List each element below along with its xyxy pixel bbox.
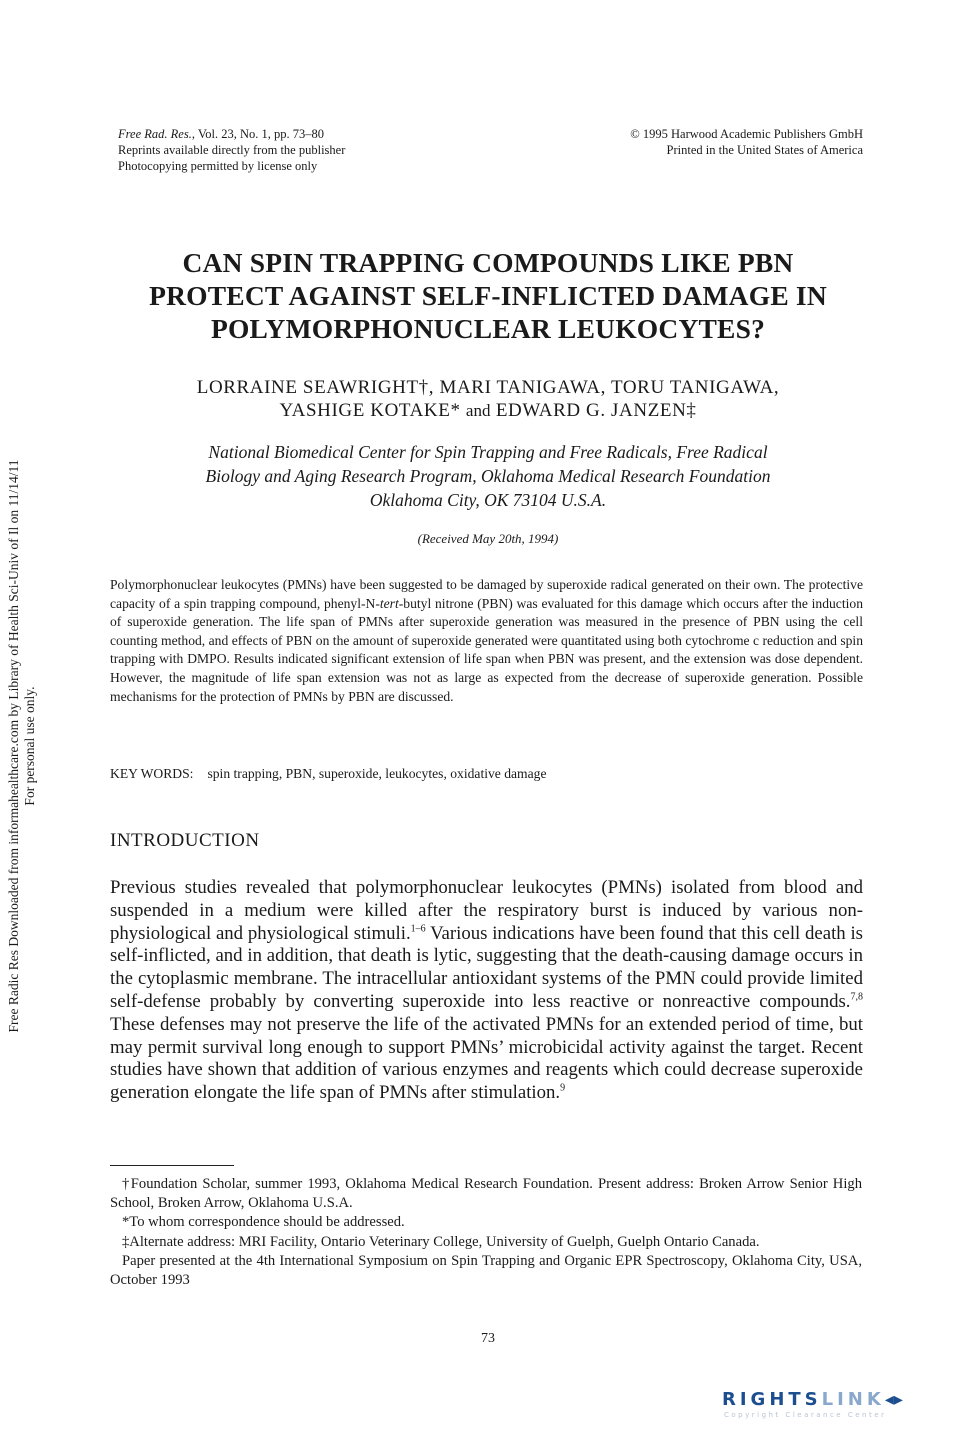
title-line: POLYMORPHONUCLEAR LEUKOCYTES? (210, 313, 766, 344)
author-line: YASHIGE KOTAKE* and EDWARD G. JANZEN‡ (279, 400, 697, 421)
rightslink-logo[interactable] (722, 1389, 962, 1429)
footnote: Paper presented at the 4th International Symposium on Spin Trapping and Organic EPR Spectroscopy, Oklahoma City, USA, October 1993 (110, 1252, 862, 1289)
photocopying-note: Photocopying permitted by license only (118, 159, 318, 173)
footnote: *To whom correspondence should be addressed. (122, 1214, 405, 1231)
citation-ref: 7,8 (850, 991, 863, 1003)
affiliation-line: Biology and Aging Research Program, Oklahoma Medical Research Foundation (205, 466, 771, 486)
rightslink-arrow-icon: ◂▸ (884, 1389, 903, 1410)
title-line: CAN SPIN TRAPPING COMPOUNDS LIKE PBN (182, 247, 794, 278)
watermark-line: For personal use only. (22, 686, 37, 806)
introduction-paragraph: Previous studies revealed that polymorphonuclear leukocytes (PMNs) isolated from blood and suspended in a medium were killed after the respiratory burst is induced by various non-physiological and physiological stimuli.$^{1-6}$ Various indications have been found that this cell death is self-inflicted, and in addition, that death is lytic, suggesting that the death-causing damage occurs in the cytoplasmic membrane. The intracellular antioxidant systems of the PMN could provide limited self-defense probably by converting superoxide into less reactive or nonreactive compounds.$^{7,8}$ These defenses may not preserve the life of the activated PMNs for an extended period of time, but may permit survival long enough to support PMNs’ microbicidal activity against the target. Recent studies have shown that addition of various enzymes and reagents which could decrease superoxide generation elongate the life span of PMNs after stimulation.$^9$ (110, 877, 863, 1104)
paper-title (100, 246, 876, 345)
keywords (110, 766, 863, 782)
rightslink-wordmark: RIGHTSLINK◂▸ (722, 1389, 903, 1410)
journal-citation: Free Rad. Res., Vol. 23, No. 1, pp. 73–80 (118, 127, 325, 141)
watermark-line: Free Radic Res Downloaded from informahealthcare.com by Library of Health Sci-Univ of Il on 11/14/11 (6, 459, 21, 1033)
keywords-label: KEY WORDS: (110, 766, 194, 781)
copyright-note: © 1995 Harwood Academic Publishers GmbH (630, 127, 863, 141)
keywords-values: spin trapping, PBN, superoxide, leukocytes, oxidative damage (207, 766, 547, 781)
download-watermark (2, 0, 52, 1090)
author-list (100, 376, 876, 422)
page-number: 73 (481, 1331, 495, 1346)
journal-header-right (630, 126, 863, 158)
footnote: ‡Alternate address: MRI Facility, Ontario Veterinary College, University of Guelph, Guelph Ontario Canada. (122, 1233, 760, 1250)
author-line: LORRAINE SEAWRIGHT†, MARI TANIGAWA, TORU TANIGAWA, (196, 377, 780, 398)
citation-ref: 1–6 (410, 923, 426, 935)
affiliation (100, 440, 876, 512)
citation-ref: 9 (560, 1082, 566, 1094)
affiliation-line: National Biomedical Center for Spin Trapping and Free Radicals, Free Radical (208, 442, 768, 462)
footnote-divider (110, 1165, 234, 1166)
received-date: (Received May 20th, 1994) (417, 531, 559, 546)
title-line: PROTECT AGAINST SELF-INFLICTED DAMAGE IN (149, 280, 827, 311)
abstract: Polymorphonuclear leukocytes (PMNs) have been suggested to be damaged by superoxide radical generated on their own. The protective capacity of a spin trapping compound, phenyl-N-tert-butyl nitrone (PBN) was evaluated for this damage which occurs after the induction of superoxide generation. The life span of PMNs after superoxide generation was measured in the presence of PBN using the cell counting method, and effects of PBN on the amount of superoxide generated were quantitated using both cytochrome c reduction and spin trapping with DMPO. Results indicated significant extension of life span when PBN was present, and the extension was dose dependent. However, the magnitude of life span extension was not as large as expected from the decrease of superoxide generation. Possible mechanisms for the protection of PMNs by PBN are discussed. (110, 577, 863, 704)
section-heading: INTRODUCTION (110, 830, 260, 851)
footnote: †Foundation Scholar, summer 1993, Oklahoma Medical Research Foundation. Present address: Broken Arrow Senior High School, Broken Arrow, Oklahoma U.S.A. (110, 1176, 862, 1212)
journal-name: Free Rad. Res. (118, 127, 192, 141)
rightslink-tagline: Copyright Clearance Center (724, 1411, 887, 1419)
affiliation-line: Oklahoma City, OK 73104 U.S.A. (369, 490, 607, 510)
reprints-note: Reprints available directly from the publisher (118, 143, 346, 157)
footnotes (110, 1175, 862, 1290)
journal-header-left (118, 126, 345, 174)
printed-note: Printed in the United States of America (666, 143, 863, 157)
